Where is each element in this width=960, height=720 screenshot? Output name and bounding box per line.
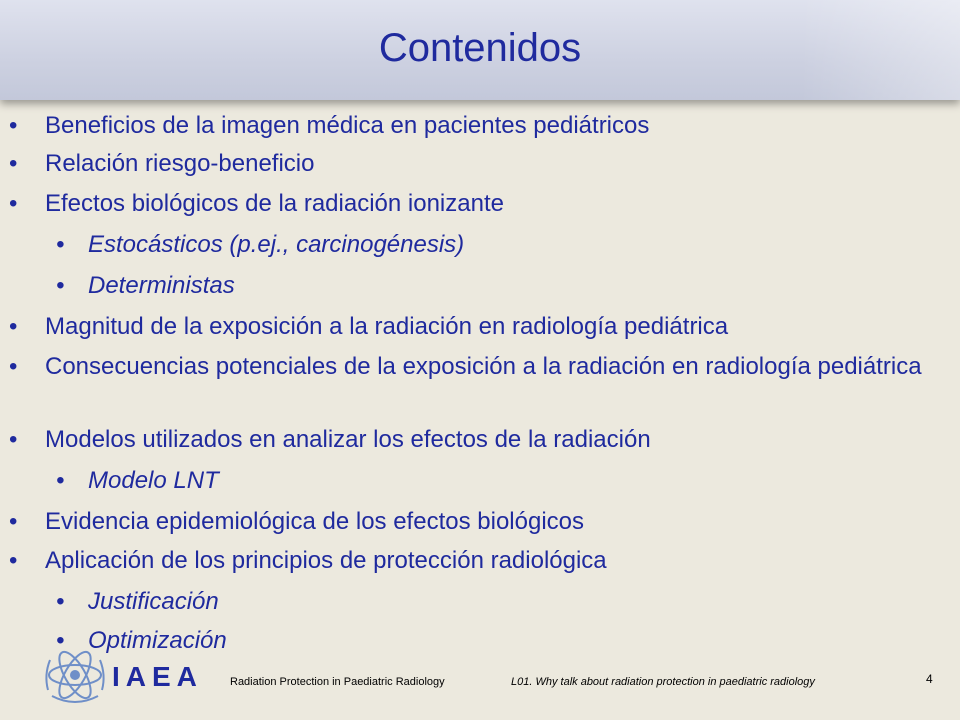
bullet-text: Estocásticos (p.ej., carcinogénesis) xyxy=(88,231,465,258)
bullet-item xyxy=(9,190,935,218)
bullet-item xyxy=(9,547,935,575)
bullet-marker: • xyxy=(56,272,65,299)
bullet-marker: • xyxy=(9,190,18,217)
bullet-item xyxy=(9,150,935,178)
footer-lecture-title: L01. Why talk about radiation protection in paediatric radiology xyxy=(511,676,815,688)
bullet-text: Justificación xyxy=(88,588,219,615)
bullet-text: Deterministas xyxy=(88,272,235,299)
bullet-marker: • xyxy=(9,508,18,535)
bullet-text: Aplicación de los principios de protección radiológica xyxy=(45,547,607,574)
bullet-text: Modelos utilizados en analizar los efectos de la radiación xyxy=(45,426,651,453)
bullet-marker: • xyxy=(56,588,65,615)
bullet-text: Evidencia epidemiológica de los efectos biológicos xyxy=(45,508,584,535)
bullet-marker: • xyxy=(9,353,18,380)
bullet-text: Relación riesgo-beneficio xyxy=(45,150,315,177)
sub-bullet-item xyxy=(56,231,928,259)
slide-title: Contenidos xyxy=(378,26,582,70)
bullet-marker: • xyxy=(9,150,18,177)
sub-bullet-item xyxy=(56,627,928,655)
bullet-item xyxy=(9,112,935,140)
sub-bullet-item xyxy=(56,272,928,300)
bullet-marker: • xyxy=(56,627,65,654)
bullet-marker: • xyxy=(9,547,18,574)
bullet-marker: • xyxy=(9,112,18,139)
bullet-text: Modelo LNT xyxy=(88,467,219,494)
bullet-marker: • xyxy=(9,313,18,340)
bullet-text: Optimización xyxy=(88,627,227,654)
bullet-item xyxy=(9,508,935,536)
page-number: 4 xyxy=(926,672,933,686)
bullet-marker: • xyxy=(56,467,65,494)
bullet-item xyxy=(9,426,935,454)
footer-course-title: Radiation Protection in Paediatric Radiology xyxy=(230,676,445,688)
bullet-text: Magnitud de la exposición a la radiación en radiología pediátrica xyxy=(45,313,729,340)
bullet-list xyxy=(0,100,960,654)
bullet-text: Consecuencias potenciales de la exposición a la radiación en radiología pediátrica xyxy=(45,353,922,380)
iaea-globe-icon xyxy=(40,640,110,710)
bullet-marker: • xyxy=(56,231,65,258)
iaea-logo-text: IAEA xyxy=(112,661,203,692)
sub-bullet-item xyxy=(56,588,928,616)
bullet-item xyxy=(9,353,935,381)
bullet-text: Beneficios de la imagen médica en pacientes pediátricos xyxy=(45,112,650,139)
bullet-marker: • xyxy=(9,426,18,453)
sub-bullet-item xyxy=(56,467,928,495)
bullet-text: Efectos biológicos de la radiación ionizante xyxy=(45,190,504,217)
bullet-item xyxy=(9,313,935,341)
